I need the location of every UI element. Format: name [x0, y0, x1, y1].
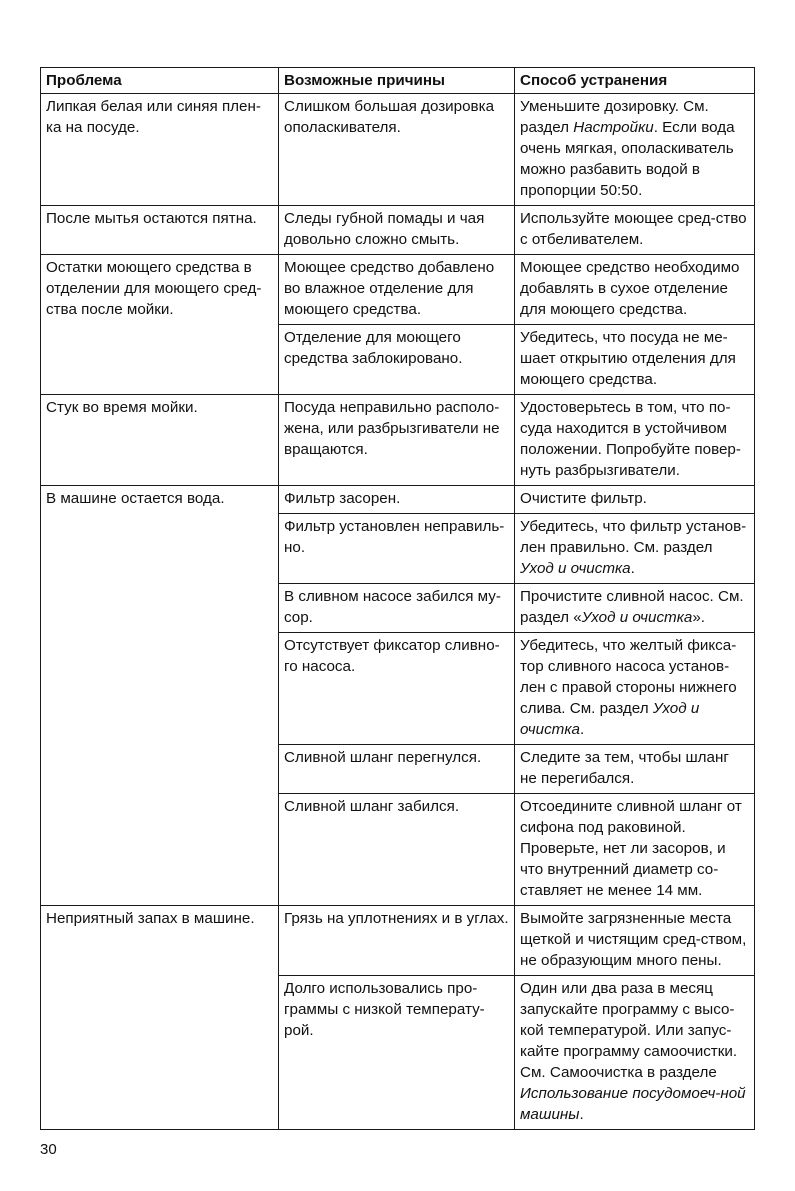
table-row	[41, 255, 755, 325]
cause-cell: Сливной шланг забился.	[279, 794, 515, 906]
remedy-cell	[515, 794, 755, 906]
remedy-reference: Использование посудомоеч-ной машины	[520, 1085, 746, 1123]
page-number: 30	[40, 1141, 57, 1158]
remedy-text-end: .	[579, 721, 585, 738]
remedy-reference: Уход и очистка	[520, 700, 700, 738]
remedy-cell	[515, 255, 755, 325]
remedy-text: Убедитесь, что посуда не ме-шает открытию отделения для моющего средства.	[520, 329, 736, 388]
table-row	[41, 94, 755, 206]
remedy-cell	[515, 633, 755, 745]
remedy-cell	[515, 584, 755, 633]
cause-cell: Моющее средство добавлено во влажное отделение для моющего средства.	[279, 255, 515, 325]
remedy-text: Используйте моющее сред-ство с отбеливателем.	[520, 210, 747, 248]
remedy-cell	[515, 745, 755, 794]
remedy-cell	[515, 976, 755, 1130]
remedy-text-end: .	[579, 1106, 584, 1123]
cause-cell: Отсутствует фиксатор сливно-го насоса.	[279, 633, 515, 745]
cause-cell: Слишком большая дозировка ополаскивателя.	[279, 94, 515, 206]
header-problem: Проблема	[41, 68, 279, 94]
table-row	[41, 486, 755, 514]
table-row	[41, 906, 755, 976]
remedy-reference: Уход и очистка	[581, 609, 693, 626]
remedy-text-end: .	[630, 560, 635, 577]
remedy-text: Вымойте загрязненные места щеткой и чистящим сред-ством, не образующим много пены.	[520, 910, 747, 969]
remedy-text: Следите за тем, чтобы шланг не перегибался.	[520, 749, 729, 787]
remedy-cell	[515, 906, 755, 976]
table-row	[41, 206, 755, 255]
remedy-text: Отсоедините сливной шланг от сифона под раковиной. Проверьте, нет ли засоров, и что внутренний диаметр со-ставляет не менее 14 мм.	[520, 798, 742, 899]
cause-cell: Следы губной помады и чая довольно сложно смыть.	[279, 206, 515, 255]
remedy-text: Моющее средство необходимо добавлять в сухое отделение для моющего средства.	[520, 259, 740, 318]
cause-cell: Грязь на уплотнениях и в углах.	[279, 906, 515, 976]
cause-cell: В сливном насосе забился му-сор.	[279, 584, 515, 633]
remedy-cell	[515, 94, 755, 206]
problem-cell: После мытья остаются пятна.	[41, 206, 279, 255]
remedy-text: Прочистите сливной насос. См. раздел «	[520, 588, 744, 626]
remedy-text: Один или два раза в месяц запускайте программу с высо-кой температурой. Или запус-кайте программу самоочистки. См. Самоочистка в разделе	[520, 980, 738, 1081]
cause-cell: Посуда неправильно располо-жена, или разбрызгиватели не вращаются.	[279, 395, 515, 486]
problem-cell: Неприятный запах в машине.	[41, 906, 279, 1130]
remedy-text: Очистите фильтр.	[520, 490, 647, 507]
remedy-cell	[515, 206, 755, 255]
header-remedy: Способ устранения	[515, 68, 755, 94]
cause-cell: Отделение для моющего средства заблокировано.	[279, 325, 515, 395]
cause-cell: Фильтр установлен неправиль-но.	[279, 514, 515, 584]
remedy-text: Убедитесь, что фильтр установ-лен правильно. См. раздел	[520, 518, 747, 556]
remedy-cell	[515, 486, 755, 514]
remedy-reference: Настройки	[573, 119, 654, 136]
remedy-reference: Уход и очистка	[520, 560, 631, 577]
remedy-text-end: . Если вода очень мягкая, ополаскиватель можно разбавить водой в пропорции 50:50.	[520, 119, 735, 199]
remedy-cell	[515, 395, 755, 486]
remedy-text-end: ».	[692, 609, 705, 626]
problem-cell: В машине остается вода.	[41, 486, 279, 906]
problem-cell: Липкая белая или синяя плен-ка на посуде.	[41, 94, 279, 206]
table-header-row	[41, 68, 755, 94]
remedy-text: Убедитесь, что желтый фикса-тор сливного насоса установ-лен с правой стороны нижнего слива. См. раздел	[520, 637, 737, 717]
remedy-cell	[515, 514, 755, 584]
remedy-text: Уменьшите дозировку. См. раздел	[520, 98, 709, 136]
header-causes: Возможные причины	[279, 68, 515, 94]
remedy-text: Удостоверьтесь в том, что по-суда находится в устойчивом положении. Попробуйте повер-нуть разбрызгиватели.	[520, 399, 741, 479]
cause-cell: Долго использовались про-граммы с низкой температу-рой.	[279, 976, 515, 1130]
problem-cell: Остатки моющего средства в отделении для моющего сред-ства после мойки.	[41, 255, 279, 395]
table-row	[41, 395, 755, 486]
troubleshooting-table	[40, 67, 755, 1130]
remedy-cell	[515, 325, 755, 395]
cause-cell: Сливной шланг перегнулся.	[279, 745, 515, 794]
problem-cell: Стук во время мойки.	[41, 395, 279, 486]
cause-cell: Фильтр засорен.	[279, 486, 515, 514]
